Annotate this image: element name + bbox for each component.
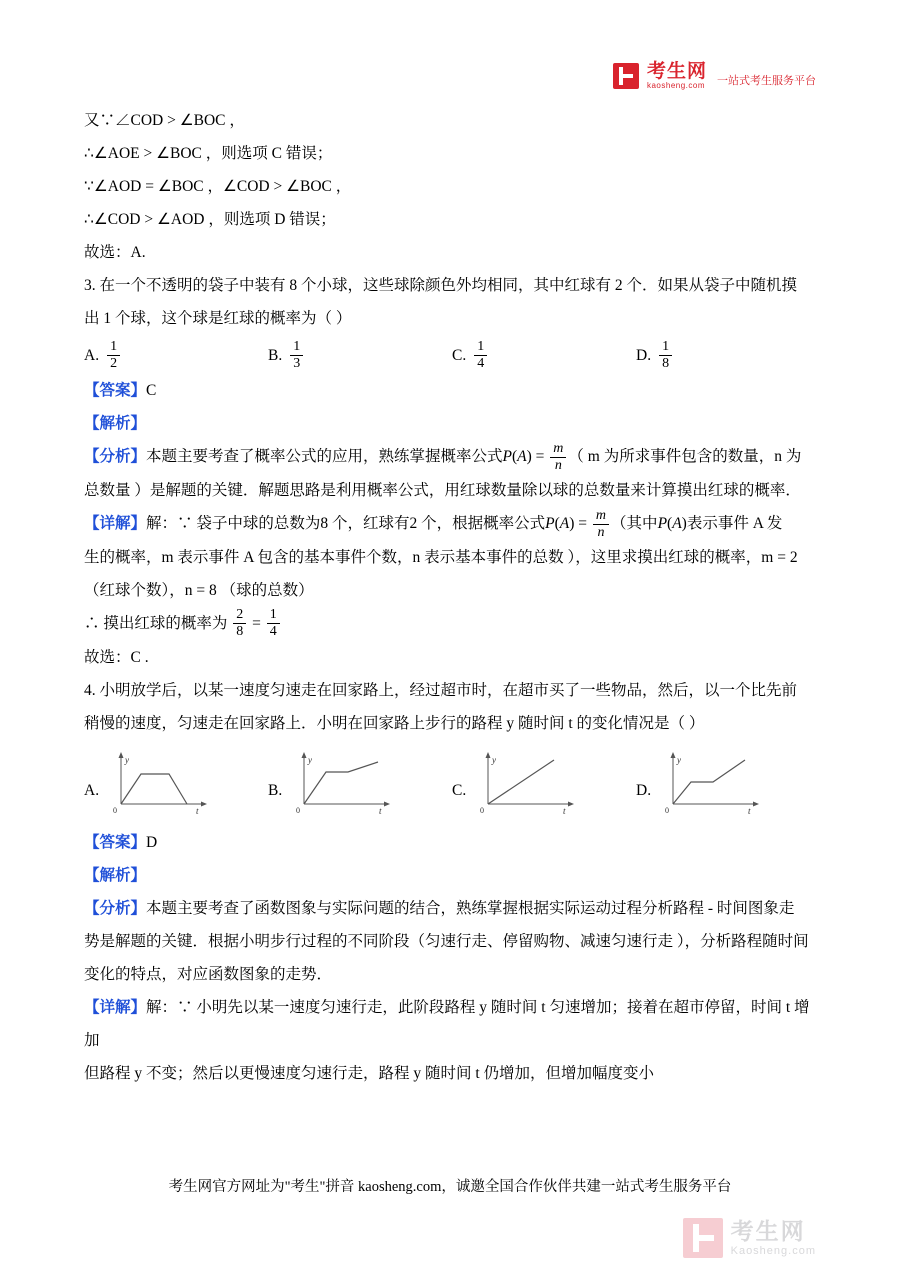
- question-4-fenxi-line-2: 势是解题的关键．根据小明步行过程的不同阶段（匀速行走、停留购物、减速匀速行走 ），分析路程随时间: [84, 932, 809, 950]
- graph-choice-a[interactable]: [84, 748, 268, 816]
- choice-a-denominator: 2: [107, 355, 120, 372]
- choice-c-denominator: 4: [474, 355, 487, 372]
- question-3-answer-value: C: [146, 382, 157, 400]
- solution-line-2: ∴∠AOE > ∠BOC ，则选项 C 错误；: [84, 145, 333, 162]
- graph-choice-a-label: A.: [84, 781, 100, 799]
- graph-choice-b-label: B.: [268, 781, 283, 799]
- graph-a-figure: [103, 748, 215, 816]
- question-3-xiangjie: [84, 507, 820, 541]
- choice-a-label: A.: [84, 346, 100, 364]
- xiangjie-text-b: （其中: [611, 514, 658, 532]
- question-4-stem-line-1: 小明放学后，以某一速度匀速走在回家路上，经过超市时，在超市买了一些物品，然后，以一个比先前: [99, 681, 798, 699]
- choice-d-label: D.: [636, 346, 652, 364]
- question-3-choices: [84, 339, 820, 372]
- svg-text:0: 0: [113, 805, 118, 815]
- solution-line-3: ∵∠AOD = ∠BOC ，∠COD > ∠BOC ，: [84, 178, 352, 195]
- graph-c-figure: [470, 748, 582, 816]
- watermark-text-block: [731, 1219, 816, 1256]
- logo-chinese-name: 考生网: [646, 61, 707, 82]
- logo-slogan: 一站式考生服务平台: [717, 75, 816, 88]
- fenxi-tag-q4: 【分析】: [84, 899, 147, 917]
- conclusion-frac2-den: 4: [267, 623, 280, 640]
- choice-b-label: B.: [268, 346, 283, 364]
- kaosheng-logo-icon: [613, 63, 639, 89]
- graph-choice-d-label: D.: [636, 781, 652, 799]
- question-4-analysis-tag-row: [84, 859, 820, 892]
- question-4-fenxi-line-1: 本题主要考查了函数图象与实际问题的结合，熟练掌握根据实际运动过程分析路程 - 时间图象走: [146, 899, 795, 917]
- question-4-fenxi-line-3: 变化的特点，对应函数图象的走势．: [84, 965, 333, 983]
- page-footer: 考生网官方网址为"考生"拼音 kaosheng.com，诚邀全国合作伙伴共建一站式考生服务平台: [168, 1179, 732, 1195]
- svg-text:t: t: [379, 805, 382, 816]
- logo-text-block: [647, 62, 707, 90]
- watermark-english-name: Kaosheng.com: [730, 1244, 816, 1257]
- question-3-stem-line-2: 出 1 个球，这个球是红球的概率为（ ）: [84, 310, 352, 327]
- graph-choice-b[interactable]: [268, 748, 452, 816]
- svg-text:0: 0: [665, 805, 670, 815]
- conclusion-frac1-den: 8: [233, 623, 246, 640]
- graph-b-figure: [286, 748, 398, 816]
- conclusion-equals: =: [252, 614, 261, 632]
- formula-2-fraction: $\frac{m}{n}$: [593, 508, 609, 541]
- question-3-xiangjie-line-3: （红球个数），n = 8 （球的总数）: [84, 581, 314, 599]
- solution-line-1: 又∵∠COD > ∠BOC ，: [84, 112, 245, 129]
- question-3-number: 3.: [84, 277, 96, 294]
- question-3-answer: [84, 374, 820, 407]
- svg-text:y: y: [677, 754, 682, 765]
- question-3-stem-line-1: 在一个不透明的袋子中装有 8 个小球，这些球除颜色外均相同，其中红球有 2 个．如果从袋子中随机摸: [99, 277, 798, 294]
- question-4-number: 4.: [84, 681, 96, 699]
- answer-tag: 【答案】: [84, 382, 147, 400]
- svg-text:0: 0: [480, 805, 485, 815]
- choice-d-denominator: 8: [659, 355, 672, 372]
- svg-text:t: t: [748, 805, 751, 816]
- solution-line-4: ∴∠COD > ∠AOD ，则选项 D 错误；: [84, 211, 336, 228]
- watermark-logo-icon: [683, 1218, 723, 1258]
- conclusion-fraction-1: [233, 607, 246, 640]
- probability-symbol: P(A): [657, 514, 687, 532]
- graph-choice-c-label: C.: [452, 781, 467, 799]
- question-4-xiangjie-line-1: 解：∵ 小明先以某一速度匀速行走，此阶段路程 y 随时间 t 匀速增加；接着在超市停留，时间 t 增加: [84, 998, 810, 1049]
- choice-d[interactable]: [636, 339, 820, 372]
- choice-a[interactable]: [84, 339, 268, 372]
- choice-b-denominator: 3: [290, 355, 303, 372]
- conclusion-frac2-num: 1: [269, 607, 277, 623]
- question-4-stem-line-2: 稍慢的速度，匀速走在回家路上．小明在回家路上步行的路程 y 随时间 t 的变化情况是（ ）: [84, 714, 705, 732]
- question-3-final-answer: 故选：C .: [84, 648, 149, 666]
- question-3-fenxi-line-2: 总数量 ）是解题的关键．解题思路是利用概率公式，用红球数量除以球的总数量来计算摸出红球的概率．: [84, 481, 801, 499]
- choice-c-label: C.: [452, 346, 467, 364]
- conclusion-frac1-num: 2: [236, 607, 244, 623]
- choice-d-numerator: 1: [662, 339, 670, 354]
- answer-tag-q4: 【答案】: [84, 833, 147, 851]
- choice-c-fraction: [474, 339, 487, 372]
- svg-text:y: y: [308, 754, 313, 765]
- question-3-analysis-tag-row: [84, 407, 820, 440]
- fenxi-text-a: 本题主要考查了概率公式的应用，熟练掌握概率公式: [146, 448, 503, 466]
- choice-c[interactable]: [452, 339, 636, 372]
- svg-text:t: t: [196, 805, 199, 816]
- choice-c-numerator: 1: [477, 339, 485, 354]
- choice-d-fraction: [659, 339, 672, 372]
- question-4-xiangjie: [84, 991, 820, 1057]
- analysis-tag-q4: 【解析】: [84, 866, 147, 884]
- xiangjie-text-a: 解：∵ 袋子中球的总数为8 个，红球有2 个，根据概率公式: [146, 514, 546, 532]
- document-content: [84, 104, 820, 1090]
- probability-formula-2: P(A) = $\frac{m}{n}$: [545, 515, 611, 532]
- question-4-fenxi: [84, 892, 820, 925]
- svg-text:t: t: [563, 805, 566, 816]
- svg-text:y: y: [125, 754, 130, 765]
- question-4-xiangjie-line-2: 但路程 y 不变；然后以更慢速度匀速行走，路程 y 随时间 t 仍增加，但增加幅度变小: [84, 1064, 655, 1082]
- analysis-tag: 【解析】: [84, 415, 147, 433]
- graph-choice-d[interactable]: [636, 748, 820, 816]
- page-watermark: [683, 1218, 816, 1258]
- fenxi-text-b: （ m 为所求事件包含的数量，n 为: [568, 448, 802, 466]
- question-4-answer: [84, 826, 820, 859]
- conclusion-fraction-2: [267, 607, 280, 640]
- question-4-choices: [84, 748, 820, 816]
- logo-english-name: kaosheng.com: [646, 80, 706, 90]
- question-3-conclusion: [84, 607, 820, 641]
- question-4-answer-value: D: [146, 833, 158, 851]
- question-4-stem: [84, 674, 820, 707]
- xiangjie-tag: 【详解】: [84, 514, 147, 532]
- question-3-fenxi: [84, 440, 820, 474]
- formula-1-fraction: $\frac{m}{n}$: [550, 441, 566, 474]
- choice-a-fraction: [107, 339, 120, 372]
- choice-b-fraction: [290, 339, 303, 372]
- xiangjie-text-c: 表示事件 A 发: [686, 514, 783, 532]
- probability-formula-1: P(A) = $\frac{m}{n}$: [503, 448, 569, 465]
- graph-choice-c[interactable]: [452, 748, 636, 816]
- choice-b[interactable]: [268, 339, 452, 372]
- svg-text:y: y: [492, 754, 497, 765]
- graph-d-figure: [655, 748, 767, 816]
- watermark-chinese-name: 考生网: [730, 1218, 806, 1245]
- choice-a-numerator: 1: [110, 339, 118, 354]
- question-3-stem: [84, 269, 820, 302]
- svg-text:0: 0: [296, 805, 301, 815]
- choice-b-numerator: 1: [293, 339, 301, 354]
- fenxi-tag: 【分析】: [84, 448, 147, 466]
- question-3-xiangjie-line-2: 生的概率，m 表示事件 A 包含的基本事件个数，n 表示基本事件的总数 ），这里求摸出红球的概率，m = 2: [84, 548, 798, 566]
- site-logo: [613, 62, 816, 90]
- xiangjie-tag-q4: 【详解】: [84, 998, 147, 1016]
- solution-line-5: 故选：A.: [84, 244, 146, 261]
- conclusion-prefix: ∴ 摸出红球的概率为: [84, 614, 228, 632]
